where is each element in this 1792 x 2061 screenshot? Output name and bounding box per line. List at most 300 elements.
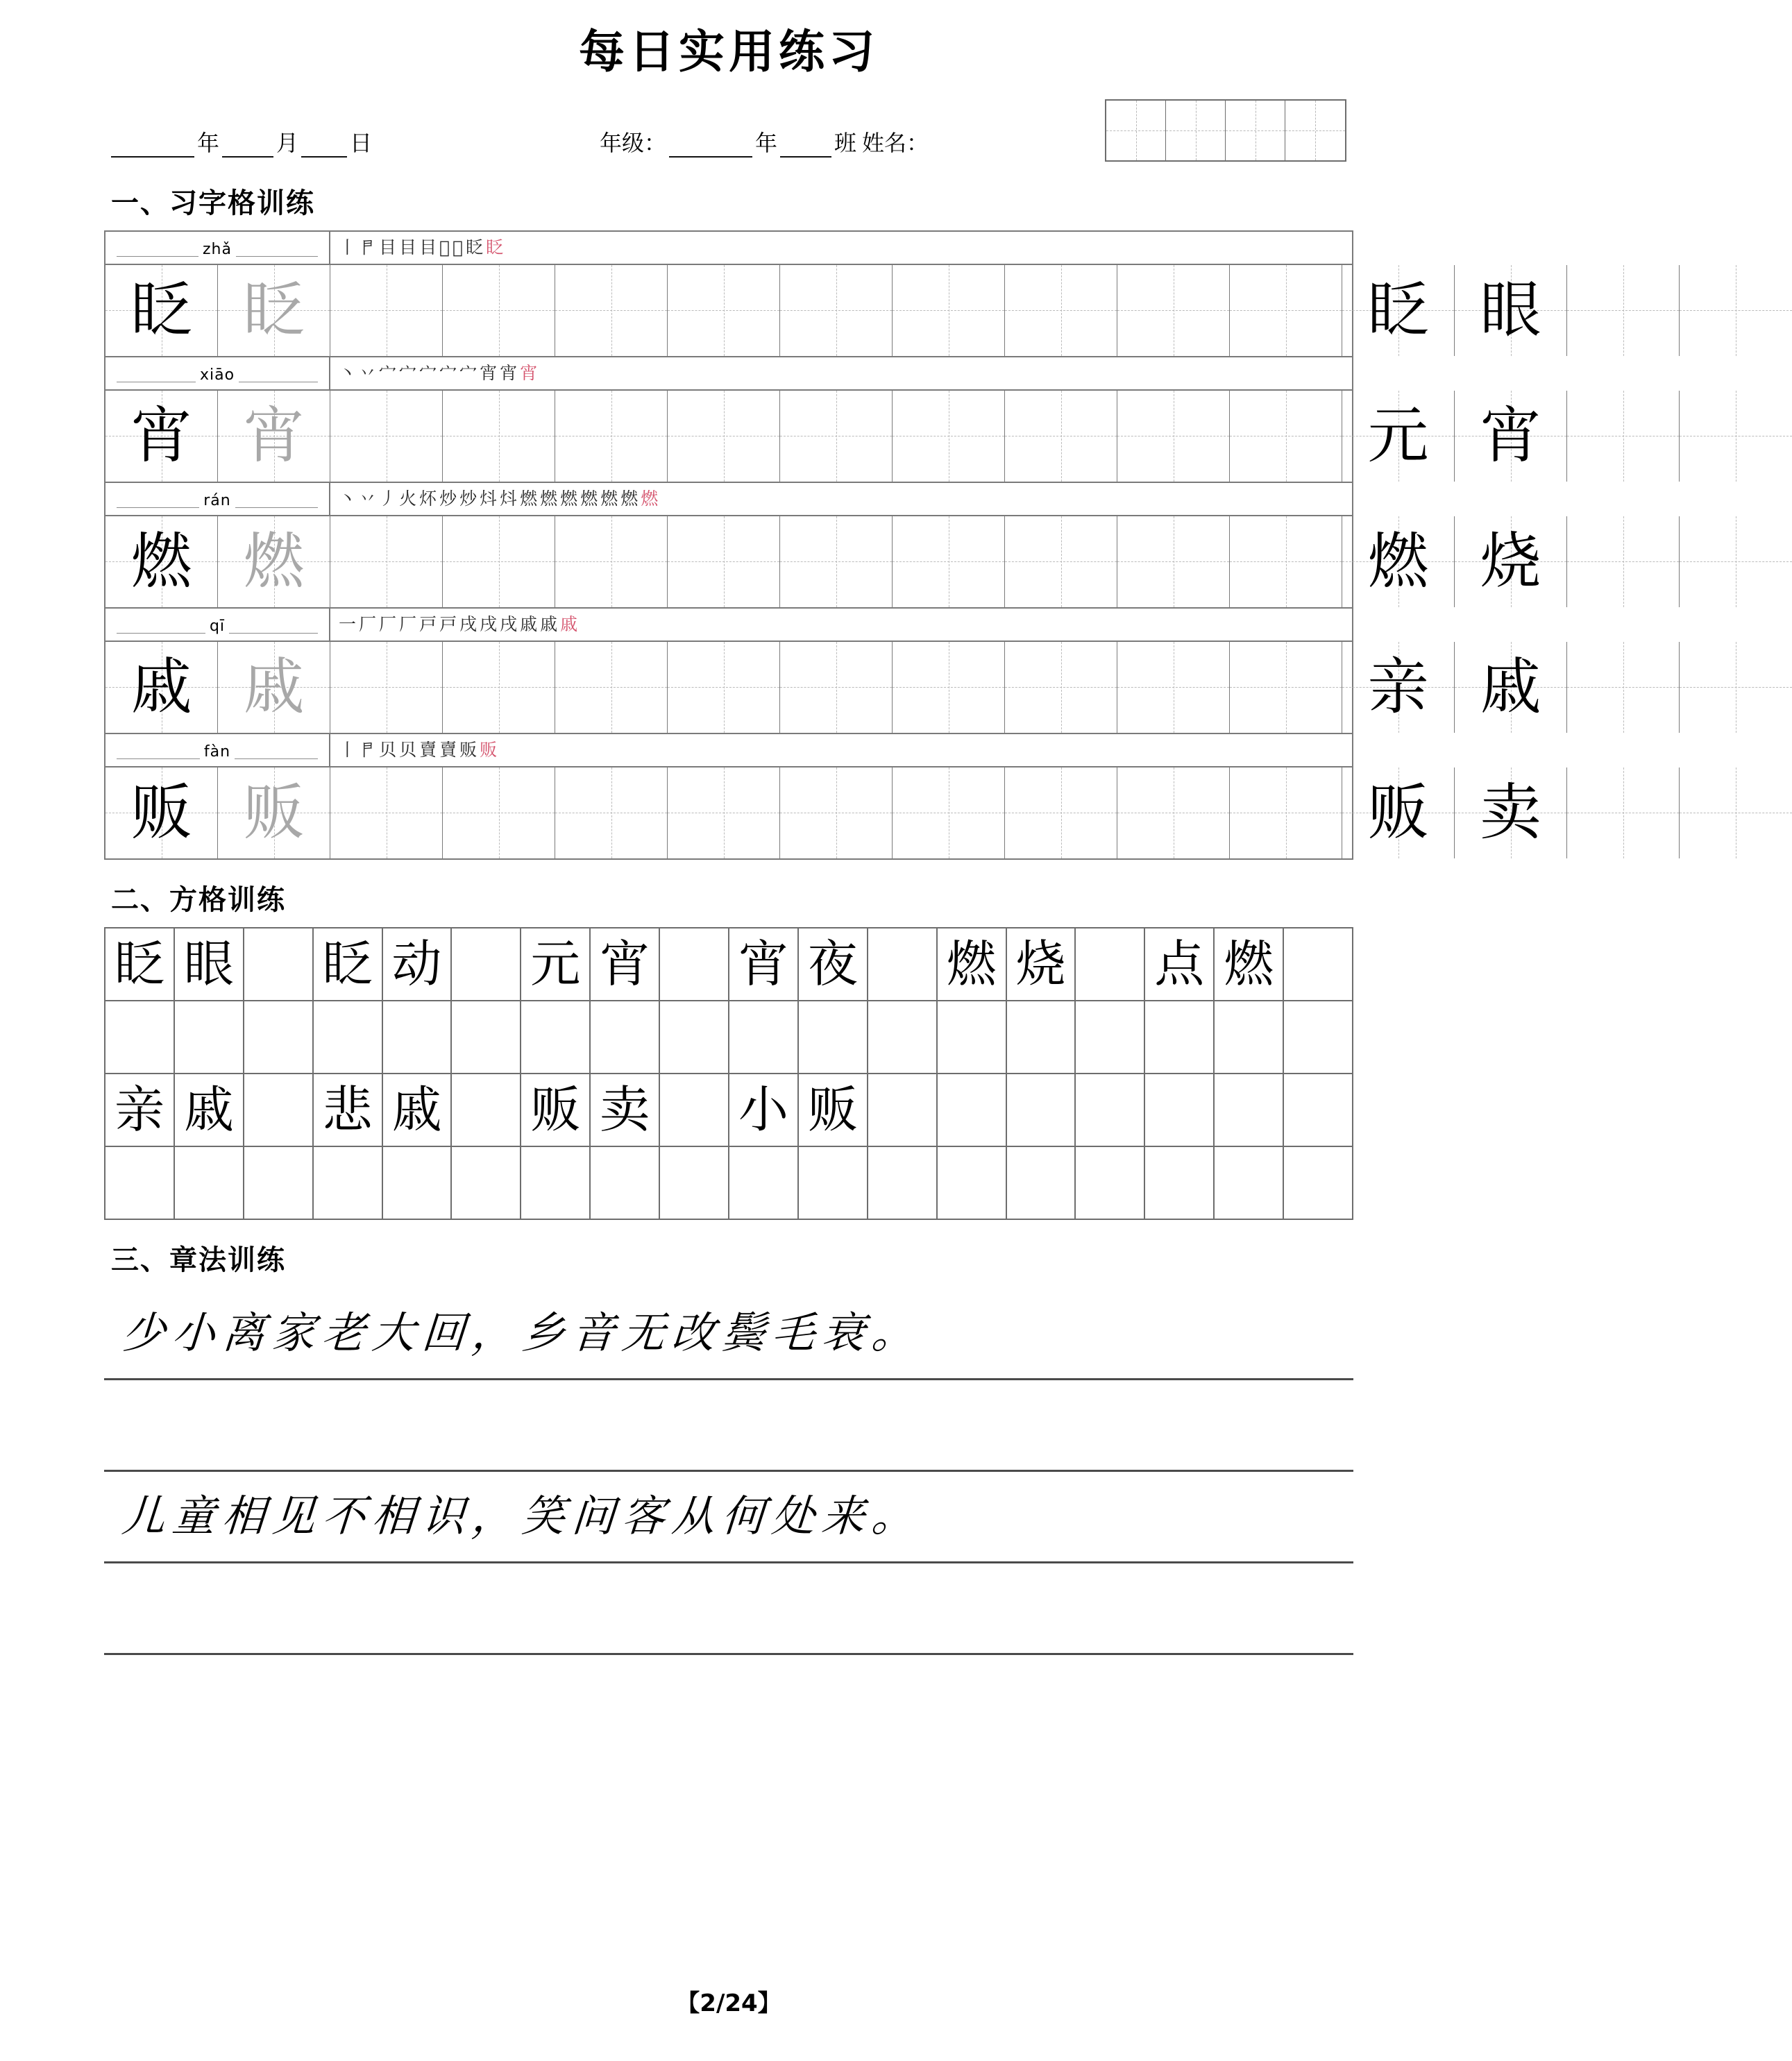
hanzi-glyph: 小 (738, 1080, 788, 1139)
square-grid-empty-cell[interactable] (868, 1147, 938, 1220)
word-character-cell (1342, 516, 1455, 607)
model-character-cell (105, 767, 218, 858)
stroke-glyph: 目 (399, 237, 420, 257)
blank-practice-cell[interactable] (330, 516, 443, 607)
stroke-glyph: 燃 (600, 489, 621, 509)
grid-horizontal-guide (1230, 310, 1342, 311)
stroke-glyph: 戚 (520, 614, 541, 634)
stroke-glyph: 丷 (359, 489, 380, 509)
trace-character-cell (218, 516, 330, 607)
blank-practice-cell[interactable] (1117, 767, 1230, 858)
square-grid-filled-cell (1215, 928, 1284, 1001)
stroke-glyph: 戌 (459, 614, 480, 634)
stroke-glyph: 宀 (399, 363, 420, 383)
blank-practice-cell[interactable] (1567, 265, 1680, 356)
date-month-input[interactable] (222, 135, 273, 158)
square-grid-empty-cell[interactable] (452, 928, 521, 1001)
grade-input[interactable] (669, 135, 752, 158)
square-grid-empty-cell[interactable] (1145, 1074, 1215, 1147)
hanzi-glyph: 贩 (807, 1080, 858, 1139)
square-grid-empty-cell[interactable] (452, 1074, 521, 1147)
square-grid-filled-cell (314, 928, 383, 1001)
blank-practice-cell[interactable] (668, 265, 780, 356)
blank-practice-cell[interactable] (1117, 391, 1230, 482)
square-grid-empty-cell[interactable] (660, 928, 729, 1001)
blank-practice-cell[interactable] (555, 642, 668, 733)
stroke-glyph: 𠁣 (359, 740, 380, 760)
hanzi-glyph: 贩 (130, 777, 192, 848)
word-character-cell (1342, 391, 1455, 482)
square-grid-empty-cell[interactable] (1076, 1147, 1145, 1220)
blank-practice-cell[interactable] (555, 265, 668, 356)
stroke-glyph: 𧶠 (419, 740, 440, 760)
square-grid-empty-cell[interactable] (1215, 1074, 1284, 1147)
blank-practice-cell[interactable] (1567, 642, 1680, 733)
character-practice-row (105, 265, 1541, 357)
square-grid-empty-cell[interactable] (244, 1074, 314, 1147)
class-input[interactable] (780, 135, 831, 158)
square-grid-empty-cell[interactable] (799, 1001, 868, 1074)
grid-horizontal-guide (555, 687, 667, 688)
stroke-glyph: 戚 (560, 614, 581, 634)
grade-year-label: 年 (755, 129, 778, 156)
name-grid-cell[interactable] (1285, 101, 1345, 160)
square-grid-empty-cell[interactable] (1215, 1147, 1284, 1220)
blank-practice-cell[interactable] (1567, 391, 1680, 482)
blank-practice-cell[interactable] (1117, 642, 1230, 733)
stroke-glyph: 戚 (540, 614, 561, 634)
word-character-cell (1342, 767, 1455, 858)
blank-practice-cell[interactable] (443, 767, 555, 858)
blank-practice-cell[interactable] (780, 391, 893, 482)
square-grid-empty-cell[interactable] (244, 1001, 314, 1074)
square-grid-empty-cell[interactable] (1076, 1001, 1145, 1074)
hanzi-glyph: 燃 (1224, 935, 1274, 993)
grid-horizontal-guide (780, 310, 892, 311)
square-grid-empty-cell[interactable] (383, 1147, 453, 1220)
hanzi-glyph: 动 (391, 935, 442, 993)
blank-practice-cell[interactable] (330, 391, 443, 482)
blank-practice-cell[interactable] (555, 767, 668, 858)
blank-practice-cell[interactable] (780, 265, 893, 356)
square-grid-empty-cell[interactable] (1007, 1074, 1076, 1147)
stroke-glyph: 眨 (466, 237, 487, 257)
poem-line-2-text: 儿童相见不相识，笑问客从何处来。 (120, 1491, 924, 1541)
stroke-glyph: 厂 (399, 614, 420, 634)
square-grid-empty-cell[interactable] (1284, 1074, 1353, 1147)
hanzi-glyph: 贩 (1367, 777, 1429, 848)
stroke-glyph: 宵 (500, 363, 521, 383)
square-grid-filled-cell (591, 928, 660, 1001)
blank-practice-cell[interactable] (1005, 516, 1117, 607)
stroke-glyph: 燃 (580, 489, 601, 509)
stroke-glyph: 贝 (379, 740, 400, 760)
square-grid-empty-cell[interactable] (1145, 1001, 1215, 1074)
blank-practice-cell[interactable] (780, 767, 893, 858)
poem-line-1-text: 少小离家老大回，乡音无改鬓毛衰。 (120, 1307, 924, 1358)
blank-practice-cell[interactable] (555, 391, 668, 482)
section-heading-3 (111, 1238, 1353, 1278)
blank-practice-cell[interactable] (1680, 516, 1792, 607)
section-3-number: 三、 (111, 1244, 169, 1276)
word-character-cell (1342, 265, 1455, 356)
grid-horizontal-guide (1005, 310, 1117, 311)
blank-practice-cell[interactable] (893, 642, 1005, 733)
square-grid-empty-cell[interactable] (105, 1001, 175, 1074)
square-grid-empty-cell[interactable] (1145, 1147, 1215, 1220)
hanzi-glyph: 贩 (530, 1080, 581, 1139)
model-character-cell (105, 265, 218, 356)
square-grid-empty-cell[interactable] (244, 1147, 314, 1220)
stroke-glyph: 一 (339, 614, 360, 634)
blank-practice-cell[interactable] (1005, 265, 1117, 356)
square-grid-empty-cell[interactable] (729, 1001, 799, 1074)
pinyin-stroke-row (105, 483, 1352, 516)
date-field-group (111, 126, 375, 158)
hanzi-glyph: 燃 (243, 525, 305, 597)
blank-practice-cell[interactable] (780, 642, 893, 733)
grid-horizontal-guide (1230, 687, 1342, 688)
stroke-glyph: 宀 (459, 363, 480, 383)
hanzi-glyph: 元 (1367, 400, 1429, 471)
square-grid-empty-cell[interactable] (868, 1074, 938, 1147)
grid-horizontal-guide (668, 310, 779, 311)
stroke-glyph: 火 (399, 489, 420, 509)
blank-practice-cell[interactable] (443, 391, 555, 482)
stroke-glyph: 炒 (459, 489, 480, 509)
word-character-cell (1455, 516, 1567, 607)
poem-practice-line-1[interactable] (104, 1380, 1353, 1472)
stroke-glyph: 贝 (399, 740, 420, 760)
date-month-label: 月 (276, 129, 299, 156)
square-grid-empty-cell[interactable] (1284, 928, 1353, 1001)
stroke-glyph: 炋 (419, 489, 440, 509)
pinyin-stroke-row (105, 232, 1352, 265)
square-grid-filled-cell (799, 1074, 868, 1147)
stroke-glyph: 眨 (486, 237, 507, 257)
stroke-glyph: 丶 (339, 489, 360, 509)
square-grid-empty-cell[interactable] (521, 1147, 591, 1220)
grid-horizontal-guide (330, 687, 442, 688)
hanzi-glyph: 宵 (1480, 400, 1541, 471)
square-grid-empty-cell[interactable] (1007, 1001, 1076, 1074)
blank-practice-cell[interactable] (668, 516, 780, 607)
name-grid-cell[interactable] (1166, 101, 1226, 160)
stroke-glyph: 丨 (339, 237, 360, 257)
grid-horizontal-guide (893, 561, 1004, 562)
square-grid-blank-row (105, 1001, 1353, 1074)
stroke-glyph: 宵 (520, 363, 541, 383)
grid-horizontal-guide (1567, 561, 1679, 562)
pinyin-text: xiāo (196, 368, 239, 383)
blank-practice-cell[interactable] (668, 391, 780, 482)
blank-practice-cell[interactable] (1230, 767, 1342, 858)
grid-horizontal-guide (1117, 561, 1229, 562)
square-grid-empty-cell[interactable] (175, 1147, 244, 1220)
poem-line-1 (104, 1289, 1353, 1380)
grid-horizontal-guide (555, 561, 667, 562)
blank-practice-cell[interactable] (668, 642, 780, 733)
pinyin-cell (105, 483, 330, 515)
square-grid-empty-cell[interactable] (660, 1147, 729, 1220)
hanzi-glyph: 戚 (183, 1080, 234, 1139)
blank-practice-cell[interactable] (1230, 391, 1342, 482)
square-grid-filled-cell (521, 928, 591, 1001)
grid-horizontal-guide (668, 687, 779, 688)
stroke-glyph: 宀 (379, 363, 400, 383)
hanzi-glyph: 贩 (243, 777, 305, 848)
blank-practice-cell[interactable] (1117, 516, 1230, 607)
stroke-order-cell (330, 357, 1352, 389)
grid-horizontal-guide (1117, 687, 1229, 688)
blank-practice-cell[interactable] (1230, 516, 1342, 607)
blank-practice-cell[interactable] (668, 767, 780, 858)
square-grid-empty-cell[interactable] (175, 1001, 244, 1074)
date-year-label: 年 (197, 129, 220, 156)
section-1-title: 习字格训练 (169, 187, 315, 219)
date-day-input[interactable] (301, 135, 347, 158)
square-grid-empty-cell[interactable] (660, 1001, 729, 1074)
square-grid-empty-cell[interactable] (1284, 1001, 1353, 1074)
stroke-glyph: 厂 (379, 614, 400, 634)
character-practice-row (105, 391, 1541, 483)
word-character-cell (1455, 391, 1567, 482)
blank-practice-cell[interactable] (1005, 391, 1117, 482)
pinyin-text: rán (199, 493, 235, 509)
blank-practice-cell[interactable] (1567, 767, 1680, 858)
trace-character-cell (218, 767, 330, 858)
blank-practice-cell[interactable] (893, 265, 1005, 356)
stroke-glyph: 丶 (339, 363, 360, 383)
square-grid-empty-cell[interactable] (314, 1147, 383, 1220)
pinyin-text: zhǎ (198, 242, 236, 257)
model-character-cell (105, 516, 218, 607)
stroke-glyph: 厂 (359, 614, 380, 634)
pinyin-cell (105, 609, 330, 641)
hanzi-glyph: 宵 (738, 935, 788, 993)
stroke-glyph: 燃 (560, 489, 581, 509)
stroke-glyph: 宵 (480, 363, 500, 383)
stroke-order-cell (330, 609, 1352, 641)
square-grid-empty-cell[interactable] (521, 1001, 591, 1074)
poem-line-2 (104, 1472, 1353, 1563)
blank-practice-cell[interactable] (780, 516, 893, 607)
blank-practice-cell[interactable] (893, 391, 1005, 482)
poem-practice-line-2[interactable] (104, 1563, 1353, 1655)
square-grid-empty-cell[interactable] (868, 928, 938, 1001)
section-2-title: 方格训练 (169, 883, 286, 916)
square-grid-empty-cell[interactable] (1076, 1074, 1145, 1147)
square-grid-empty-cell[interactable] (244, 928, 314, 1001)
square-grid-empty-cell[interactable] (729, 1147, 799, 1220)
square-grid-filled-cell (175, 1074, 244, 1147)
blank-practice-cell[interactable] (893, 767, 1005, 858)
hanzi-glyph: 眨 (322, 935, 373, 993)
word-character-cell (1455, 767, 1567, 858)
grid-horizontal-guide (1567, 687, 1679, 688)
grid-horizontal-guide (780, 561, 892, 562)
stroke-glyph: 丿 (379, 489, 400, 509)
grid-horizontal-guide (330, 310, 442, 311)
hanzi-glyph: 燃 (1367, 525, 1429, 597)
blank-practice-cell[interactable] (1005, 767, 1117, 858)
stroke-glyph: 𧶠 (439, 740, 460, 760)
name-grid-cell[interactable] (1226, 101, 1285, 160)
blank-practice-cell[interactable] (1005, 642, 1117, 733)
square-grid-empty-cell[interactable] (591, 1147, 660, 1220)
blank-practice-cell[interactable] (1230, 265, 1342, 356)
stroke-glyph: 贩 (480, 740, 500, 760)
square-grid-filled-cell (383, 1074, 453, 1147)
hanzi-glyph: 悲 (322, 1080, 373, 1139)
hanzi-glyph: 烧 (1015, 935, 1066, 993)
hanzi-glyph: 亲 (1367, 651, 1429, 722)
square-grid-filled-cell (729, 1074, 799, 1147)
stroke-glyph: 宀 (439, 363, 460, 383)
hanzi-glyph: 眨 (114, 935, 164, 993)
grid-horizontal-guide (1680, 561, 1792, 562)
section-3-title: 章法训练 (169, 1244, 286, 1276)
hanzi-glyph: 宵 (600, 935, 650, 993)
square-grid-empty-cell[interactable] (660, 1074, 729, 1147)
blank-practice-cell[interactable] (1680, 767, 1792, 858)
stroke-glyph: 戌 (500, 614, 521, 634)
square-grid-empty-cell[interactable] (314, 1001, 383, 1074)
stroke-glyph: 炓 (500, 489, 521, 509)
pinyin-stroke-row (105, 609, 1352, 642)
square-grid-word-row (105, 1074, 1353, 1147)
blank-practice-cell[interactable] (1680, 265, 1792, 356)
pinyin-stroke-row (105, 357, 1352, 391)
square-grid-empty-cell[interactable] (452, 1001, 521, 1074)
blank-practice-cell[interactable] (443, 516, 555, 607)
square-grid-empty-cell[interactable] (383, 1001, 453, 1074)
square-grid-filled-cell (175, 928, 244, 1001)
stroke-glyph: 𠁣 (359, 237, 380, 257)
square-grid-table (104, 927, 1353, 1220)
class-label: 班 (834, 129, 857, 156)
stroke-order-cell (330, 734, 1352, 766)
blank-practice-cell[interactable] (443, 265, 555, 356)
blank-practice-cell[interactable] (1230, 642, 1342, 733)
stroke-order-sequence (339, 616, 580, 633)
grid-horizontal-guide (443, 310, 555, 311)
chapter-training-block (104, 1289, 1353, 1655)
stroke-glyph: 戸 (439, 614, 460, 634)
square-grid-empty-cell[interactable] (938, 1074, 1007, 1147)
blank-practice-cell[interactable] (330, 642, 443, 733)
model-character-cell (105, 391, 218, 482)
pinyin-text: qī (205, 619, 229, 634)
grid-horizontal-guide (1567, 310, 1679, 311)
character-practice-row (105, 516, 1541, 609)
model-character-cell (105, 642, 218, 733)
stroke-glyph: 𥄀 (439, 237, 453, 257)
stroke-order-sequence (339, 490, 661, 507)
square-grid-empty-cell[interactable] (1007, 1147, 1076, 1220)
square-grid-empty-cell[interactable] (938, 1147, 1007, 1220)
grid-horizontal-guide (1680, 310, 1792, 311)
hanzi-glyph: 元 (530, 935, 581, 993)
square-grid-blank-row (105, 1147, 1353, 1220)
hanzi-glyph: 烧 (1480, 525, 1541, 597)
square-grid-empty-cell[interactable] (868, 1001, 938, 1074)
stroke-glyph: 𥄀 (453, 237, 466, 257)
hanzi-glyph: 戚 (243, 651, 305, 722)
square-grid-filled-cell (1145, 928, 1215, 1001)
square-grid-empty-cell[interactable] (799, 1147, 868, 1220)
section-2-number: 二、 (111, 883, 169, 916)
stroke-glyph: 炒 (439, 489, 460, 509)
trace-character-cell (218, 642, 330, 733)
square-grid-word-row (105, 928, 1353, 1001)
stroke-glyph: 丨 (339, 740, 360, 760)
character-practice-row (105, 767, 1541, 860)
square-grid-empty-cell[interactable] (1215, 1001, 1284, 1074)
section-heading-2 (111, 878, 1353, 917)
hanzi-glyph: 眼 (1480, 274, 1541, 346)
pinyin-cell (105, 734, 330, 766)
blank-practice-cell[interactable] (1567, 516, 1680, 607)
blank-practice-cell[interactable] (330, 767, 443, 858)
hanzi-glyph: 戚 (130, 651, 192, 722)
stroke-glyph: 燃 (520, 489, 541, 509)
name-grid-cell[interactable] (1106, 101, 1166, 160)
stroke-order-sequence (339, 741, 500, 758)
page-footer: 【2/24】 (676, 1990, 781, 2017)
square-grid-empty-cell[interactable] (105, 1147, 175, 1220)
section-1-number: 一、 (111, 187, 169, 219)
hanzi-glyph: 戚 (1480, 651, 1541, 722)
word-character-cell (1455, 265, 1567, 356)
stroke-order-sequence (339, 364, 540, 382)
square-grid-filled-cell (799, 928, 868, 1001)
grid-horizontal-guide (443, 687, 555, 688)
grid-horizontal-guide (330, 561, 442, 562)
date-year-input[interactable] (111, 135, 194, 158)
blank-practice-cell[interactable] (893, 516, 1005, 607)
square-grid-empty-cell[interactable] (591, 1001, 660, 1074)
trace-character-cell (218, 265, 330, 356)
name-writing-grid[interactable] (1105, 99, 1346, 162)
hanzi-glyph: 夜 (807, 935, 858, 993)
grid-horizontal-guide (1005, 687, 1117, 688)
grade-label: 年级： (600, 129, 667, 156)
hanzi-glyph: 眨 (1367, 274, 1429, 346)
date-day-label: 日 (350, 129, 373, 156)
blank-practice-cell[interactable] (443, 642, 555, 733)
blank-practice-cell[interactable] (330, 265, 443, 356)
square-grid-empty-cell[interactable] (938, 1001, 1007, 1074)
hanzi-glyph: 宵 (130, 400, 192, 471)
square-grid-empty-cell[interactable] (1284, 1147, 1353, 1220)
blank-practice-cell[interactable] (1680, 391, 1792, 482)
square-grid-empty-cell[interactable] (452, 1147, 521, 1220)
blank-practice-cell[interactable] (555, 516, 668, 607)
square-grid-filled-cell (105, 928, 175, 1001)
hanzi-glyph: 卖 (1480, 777, 1541, 848)
hanzi-glyph: 眨 (130, 274, 192, 346)
blank-practice-cell[interactable] (1680, 642, 1792, 733)
blank-practice-cell[interactable] (1117, 265, 1230, 356)
hanzi-glyph: 燃 (130, 525, 192, 597)
grid-horizontal-guide (443, 561, 555, 562)
section-heading-1 (111, 181, 1353, 221)
stroke-glyph: 戌 (480, 614, 500, 634)
square-grid-empty-cell[interactable] (1076, 928, 1145, 1001)
word-character-cell (1342, 642, 1455, 733)
grid-horizontal-guide (1117, 310, 1229, 311)
